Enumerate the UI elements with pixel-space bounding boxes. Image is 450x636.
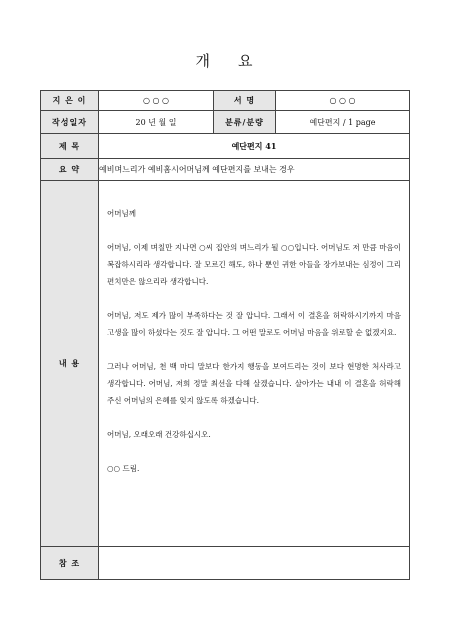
summary-label: 요 약 [41,159,99,181]
title-row [41,134,410,159]
category-label: 분류/분량 [214,111,276,134]
letter-paragraph-2: 어머님, 저도 제가 많이 부족하다는 것 잘 압니다. 그래서 이 결혼을 허락하시기까지 마음고생을 많이 하셨다는 것도 잘 압니다. 그 어떤 말로도 어머님 마음을 위로할 순 없겠지요. [107,311,401,337]
title-label: 제 목 [41,134,99,159]
date-label: 작성일자 [41,111,99,134]
document-form-table [40,90,410,580]
date-row [41,111,410,134]
page-title-part-1: 개 [195,52,212,70]
reference-row [41,547,410,580]
author-row [41,91,410,111]
reference-label: 참 조 [41,547,99,580]
letter-paragraph-1: 어머님, 이제 며칠만 지나면 ○씨 집안의 며느리가 될 ○○입니다. 어머님도 저 만큼 마음이 복잡하시리라 생각합니다. 잘 모르긴 해도, 하나 뿐인 귀한 아들을 장가보내는 심정이 그리 편치만은 않으리라 생각합니다. [107,243,401,286]
letter-signature: ○○ 드림. [107,464,140,473]
date-value: 20 년 월 일 [99,111,214,134]
author-label: 지 은 이 [41,91,99,111]
content-row [41,181,410,547]
category-value: 예단편지 / 1 page [276,111,410,134]
author-value: ○ ○ ○ [99,91,214,111]
signature-value: ○ ○ ○ [276,91,410,111]
page-title [0,50,450,71]
summary-value: 예비며느리가 예비홈시어머님께 예단편지를 보내는 경우 [99,159,410,181]
letter-closing: 어머님, 오래오래 건강하십시오. [107,430,211,439]
page-title-part-2: 요 [238,52,255,70]
content-label: 내 용 [41,181,99,547]
letter-paragraph-3: 그러나 어머님, 천 백 마디 말보다 한가지 행동을 보여드리는 것이 보다 현명한 처사라고 생각합니다. 어머님, 저희 정말 최선을 다해 살겠습니다. 살아가는 내내 이 결혼을 허락해주신 어머님의 은혜를 잊지 않도록 하겠습니다. [107,362,401,405]
signature-label: 서 명 [214,91,276,111]
letter-body [99,181,410,547]
letter-salutation: 어머님께 [107,209,136,218]
reference-value [99,547,410,580]
title-value: 예단편지 41 [99,134,410,159]
summary-row [41,159,410,181]
